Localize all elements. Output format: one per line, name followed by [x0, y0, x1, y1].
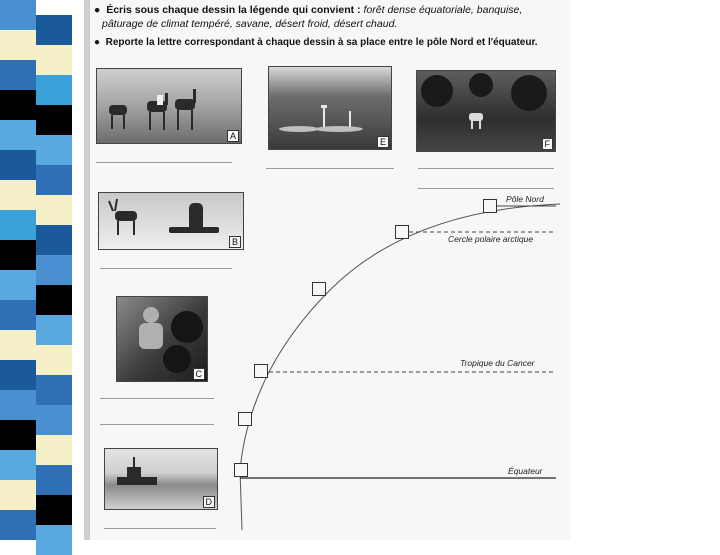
- photo-letter: A: [227, 130, 239, 142]
- instruction-line-3: ● Reporte la lettre correspondant à chaque dessin à sa place entre le pôle Nord et l'équateur.: [94, 37, 538, 48]
- photo-letter: D: [203, 496, 216, 508]
- label-arctic-circle: Cercle polaire arctique: [448, 234, 534, 244]
- label-equator: Équateur: [508, 466, 543, 476]
- answer-box-mid-latitude[interactable]: [312, 282, 326, 296]
- answer-box-equator[interactable]: [234, 463, 248, 477]
- label-pole-nord: Pôle Nord: [506, 194, 544, 204]
- answer-box-cancer[interactable]: [254, 364, 268, 378]
- photo-letter: B: [229, 236, 241, 248]
- label-tropic-cancer: Tropique du Cancer: [460, 358, 535, 368]
- photo-letter: F: [542, 138, 554, 150]
- answer-box-arctic[interactable]: [395, 225, 409, 239]
- instruction-line-1: ● Écris sous chaque dessin la légende qui convient : forêt dense équatoriale, banquise,: [94, 4, 523, 16]
- photo-letter: E: [377, 136, 389, 148]
- answer-box-pole[interactable]: [483, 199, 497, 213]
- answer-box-subtropical[interactable]: [238, 412, 252, 426]
- instruction-line-2: pâturage de climat tempéré, savane, désert froid, désert chaud.: [102, 18, 398, 30]
- photo-letter: C: [193, 368, 206, 380]
